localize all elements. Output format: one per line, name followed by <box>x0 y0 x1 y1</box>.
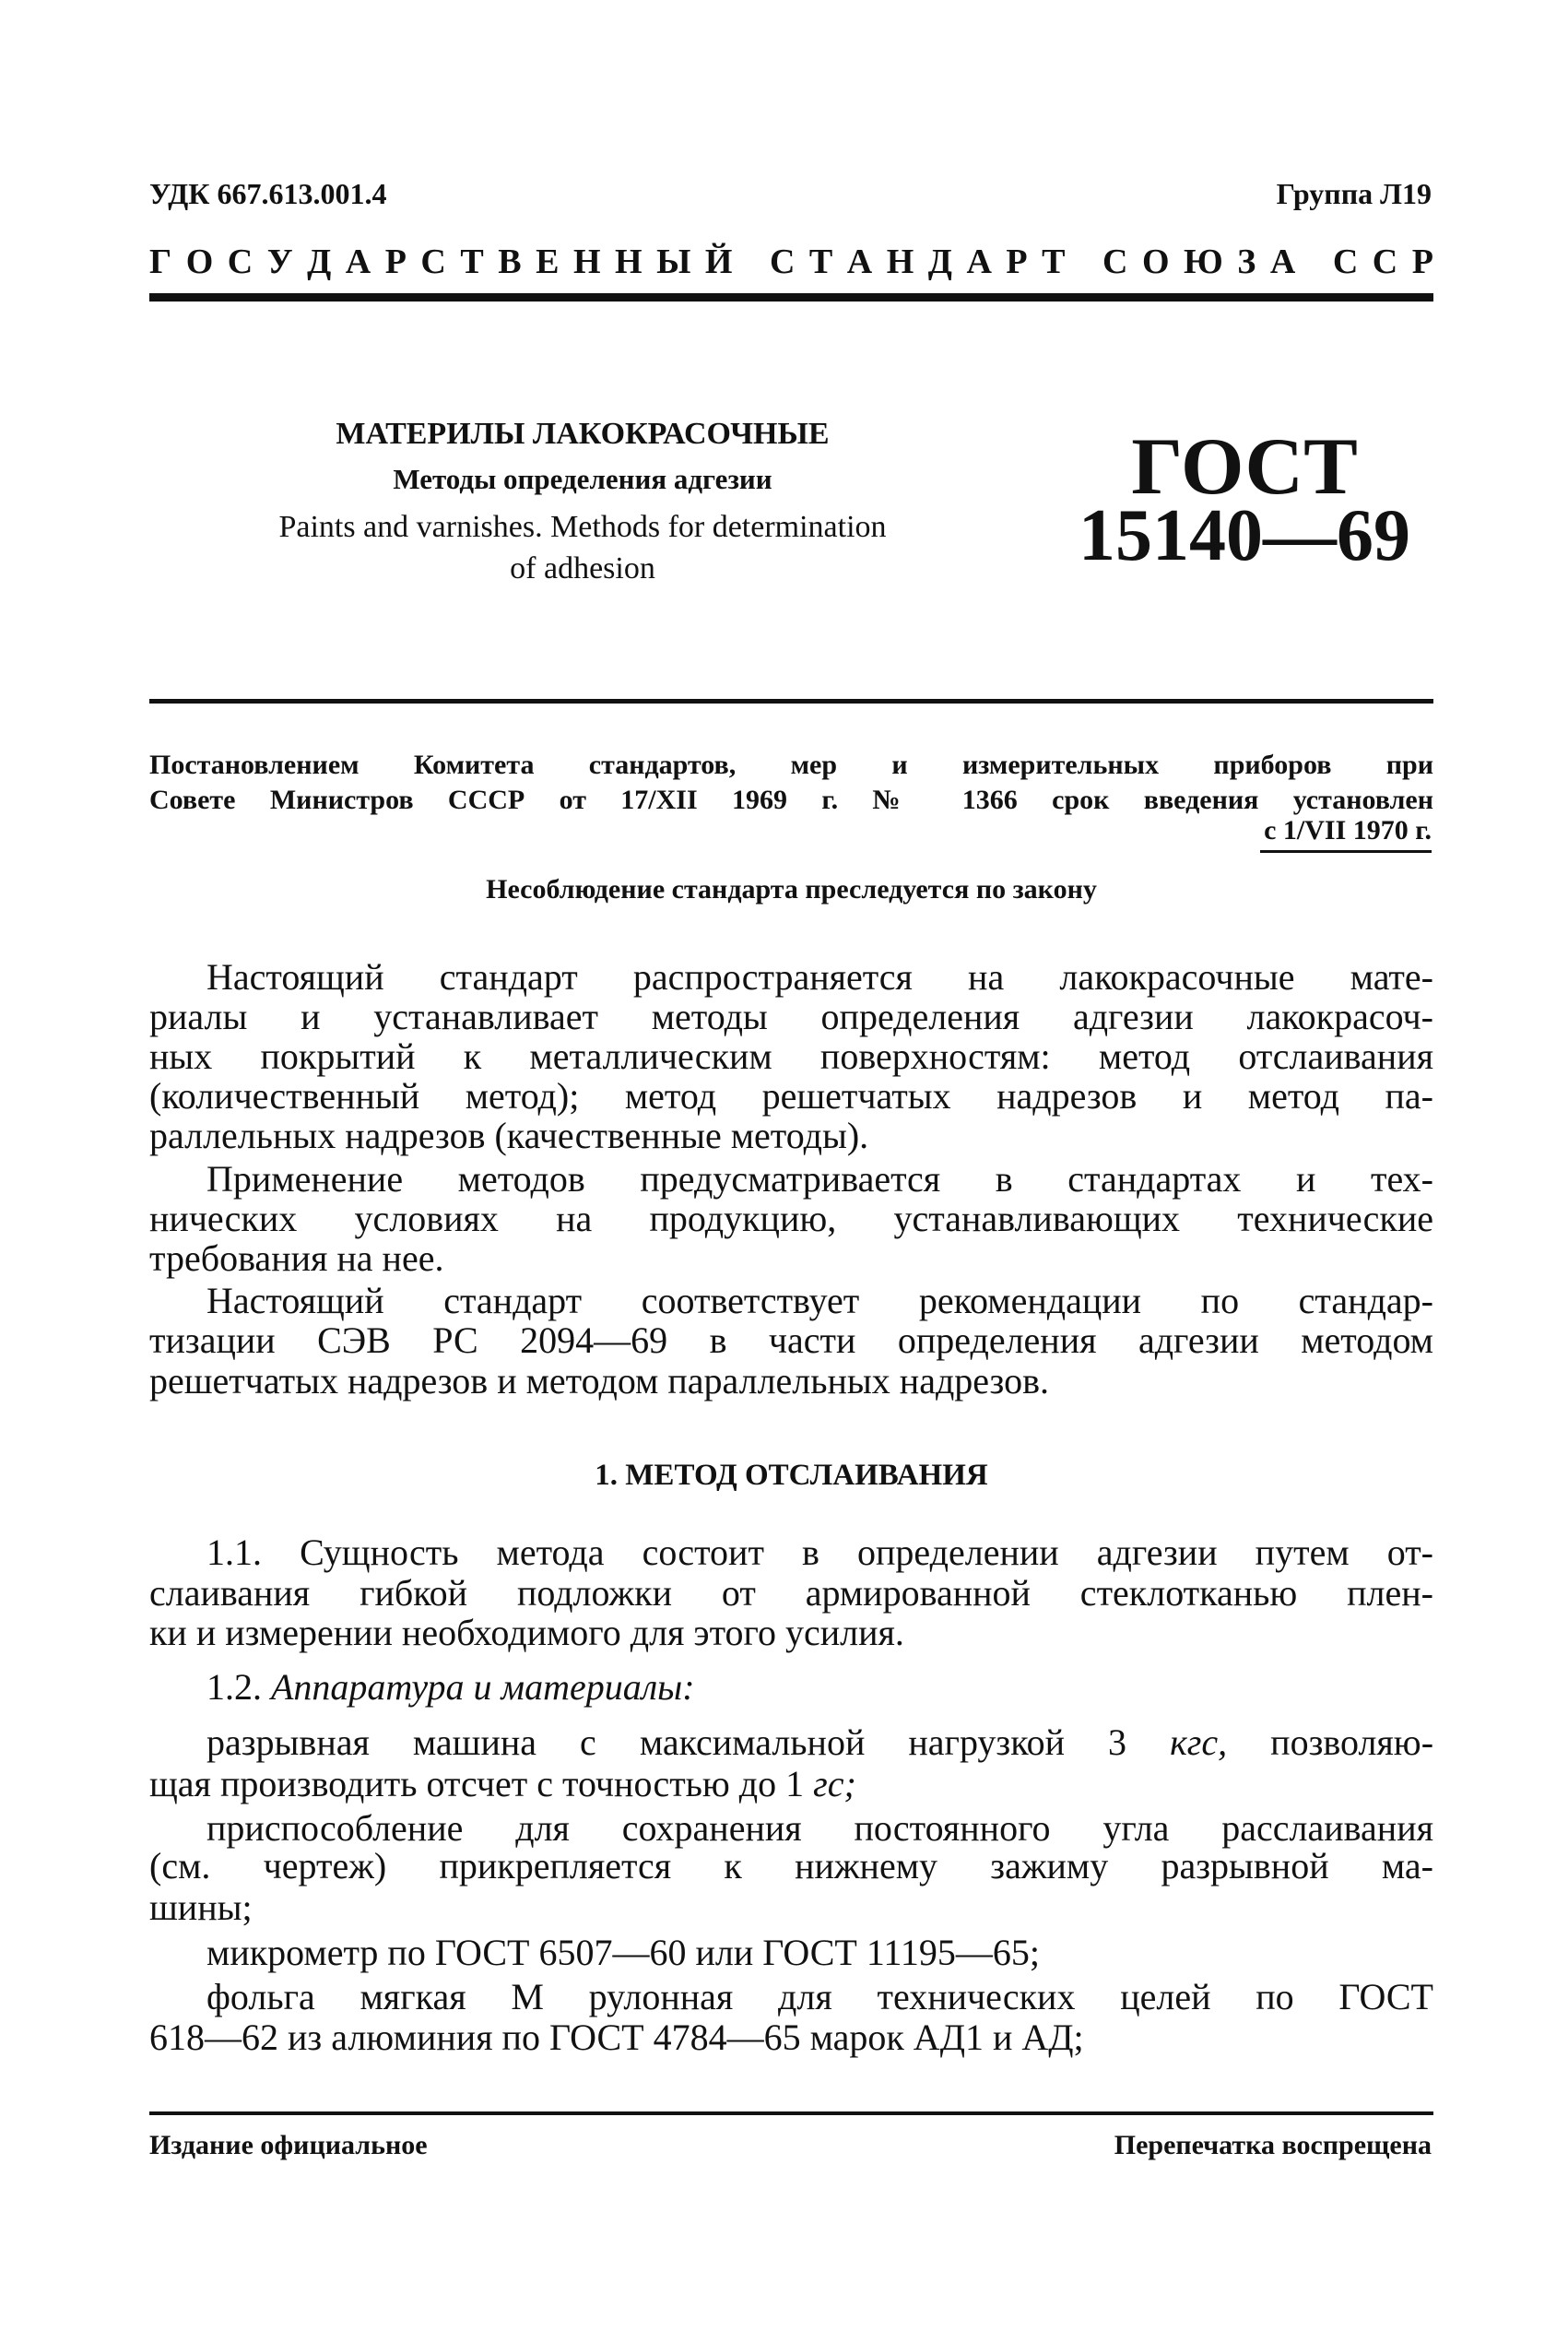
footer-divider <box>149 2111 1433 2115</box>
banner-letter: А <box>966 242 992 281</box>
body-line: шины; <box>149 1886 253 1928</box>
banner-letter: О <box>1141 242 1170 281</box>
banner-letter: Н <box>886 242 914 281</box>
body-line: (см. чертеж) прикрепляется к нижнему зажиму разрывной ма- <box>149 1845 1433 1886</box>
banner-letter <box>1079 242 1089 282</box>
banner-letter: Г <box>149 242 172 281</box>
section-heading: 1. МЕТОД ОТСЛАИВАНИЯ <box>595 1459 988 1492</box>
body-line: 1.1. Сущность метода состоит в определении адгезии путем от- <box>206 1532 1433 1573</box>
banner-letter: Н <box>572 242 601 281</box>
banner-letter: Д <box>307 242 332 281</box>
footer-edition: Издание официальное <box>149 2130 428 2160</box>
banner-letter: О <box>185 242 214 281</box>
body-line: решетчатых надрезов и методом параллельных надрезов. <box>149 1360 1049 1402</box>
banner-letter: Й <box>704 242 733 281</box>
body-line: фольга мягкая М рулонная для технических целей по ГОСТ <box>206 1976 1433 2017</box>
subsection-heading <box>149 1667 1433 1708</box>
banner-letter: Т <box>808 242 833 281</box>
text: разрывная машина с максимальной нагрузкой 3 <box>206 1721 1127 1763</box>
body-line: ки и измерении необходимого для этого усилия. <box>149 1612 904 1653</box>
body-line: риалы и устанавливает методы определения адгезии лакокрасоч- <box>149 996 1433 1037</box>
body-line: микрометр по ГОСТ 6507—60 или ГОСТ 11195—65; <box>206 1932 1040 1973</box>
body-line: Применение методов предусматривается в стандартах и тех- <box>206 1158 1433 1200</box>
banner-letter: А <box>1269 242 1296 281</box>
banner-letter: Д <box>927 242 952 281</box>
banner-letter <box>747 242 756 282</box>
footer-reprint: Перепечатка воспрещена <box>1114 2130 1432 2160</box>
banner-letter: З <box>1237 242 1256 281</box>
banner-letter: С <box>1102 242 1128 281</box>
group-code: Группа Л19 <box>1276 177 1432 210</box>
body-line <box>149 1722 1433 1763</box>
body-line: Настоящий стандарт распространяется на лакокрасочные мате- <box>206 956 1433 998</box>
banner-letter: Т <box>1042 242 1066 281</box>
banner-letter: А <box>345 242 371 281</box>
unit: гс; <box>813 1763 856 1804</box>
gost-label: ГОСТ <box>1131 422 1358 512</box>
body-line: приспособление для сохранения постоянного угла расслаивания <box>206 1807 1433 1849</box>
udk-code: УДК 667.613.001.4 <box>149 177 387 210</box>
body-line <box>149 1764 1433 1804</box>
text: щая производить отсчет с точностью до 1 <box>149 1763 805 1804</box>
gost-number: 15140—69 <box>1079 495 1410 576</box>
banner-letter <box>1310 242 1319 282</box>
body-line: (количественный метод); метод решетчатых надрезов и метод па- <box>149 1075 1433 1117</box>
banner-letter: Р <box>1411 242 1433 281</box>
banner-letter: У <box>266 242 293 281</box>
banner-letter: В <box>498 242 522 281</box>
body-line: нических условиях на продукцию, устанавливающих технические <box>149 1198 1433 1239</box>
subtitle-ru: Методы определения адгезии <box>393 463 772 495</box>
body-line: 618—62 из алюминия по ГОСТ 4784—65 марок АД1 и АД; <box>149 2017 1084 2058</box>
title-en-line1: Paints and varnishes. Methods for determination <box>278 510 887 544</box>
unit: кгс, <box>1170 1721 1228 1763</box>
banner-letter: С <box>420 242 446 281</box>
banner-letter: Н <box>615 242 643 281</box>
body-line: слаивания гибкой подложки от армированной стеклотканью плен- <box>149 1572 1433 1614</box>
banner-letter: А <box>846 242 873 281</box>
banner-letter: С <box>1332 242 1359 281</box>
text: позволяю- <box>1270 1721 1434 1763</box>
body-line: раллельных надрезов (качественные методы). <box>149 1115 869 1156</box>
body-line: ных покрытий к металлическим поверхностям: метод отслаивания <box>149 1035 1433 1077</box>
title-en-line2: of adhesion <box>510 551 655 585</box>
legal-warning: Несоблюдение стандарта преследуется по закону <box>486 874 1097 905</box>
effective-date: с 1/VII 1970 г. <box>1260 815 1432 853</box>
subsection-title: Аппаратура и материалы: <box>271 1666 695 1708</box>
body-line: тизации СЭВ РС 2094—69 в части определения адгезии методом <box>149 1319 1433 1361</box>
banner-letter: С <box>1372 242 1398 281</box>
banner-letter: Р <box>1006 242 1028 281</box>
banner-letter: Т <box>460 242 484 281</box>
banner-letter: Ы <box>656 242 691 281</box>
banner-letter: Р <box>384 242 407 281</box>
banner-letter: Ю <box>1184 242 1223 281</box>
title-ru: МАТЕРИЛЫ ЛАКОКРАСОЧНЫЕ <box>336 417 830 451</box>
header-divider <box>149 293 1433 302</box>
body-line: Настоящий стандарт соответствует рекомендации по стандар- <box>206 1280 1433 1321</box>
state-standard-banner <box>149 242 1433 282</box>
banner-letter: С <box>227 242 253 281</box>
body-line: требования на нее. <box>149 1237 444 1279</box>
banner-letter: Е <box>536 242 560 281</box>
title-divider <box>149 699 1433 704</box>
decree-line: Совете Министров СССР от 17/XII 1969 г. № 1366 срок введения установлен <box>149 785 1433 815</box>
decree-line: Постановлением Комитета стандартов, мер и измерительных приборов при <box>149 750 1433 780</box>
banner-letter: С <box>769 242 796 281</box>
subsection-number: 1.2. <box>206 1666 262 1708</box>
